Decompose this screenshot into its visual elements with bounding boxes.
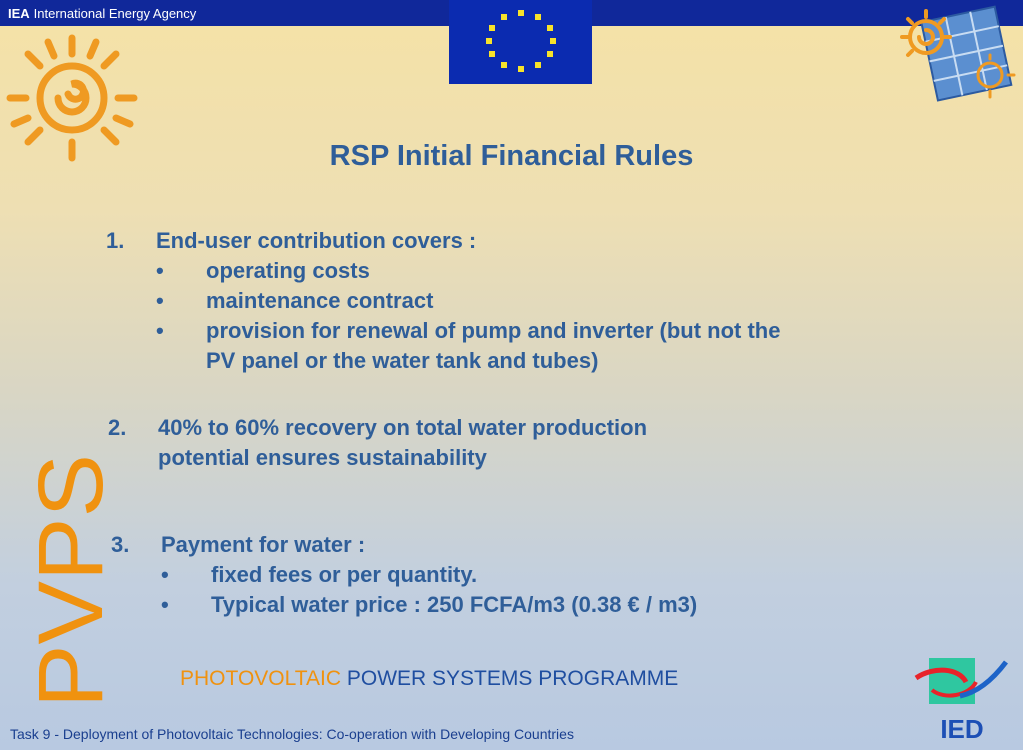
item-1-text: End-user contribution covers : — [156, 228, 477, 253]
bullet-marker: • — [161, 592, 169, 617]
pvps-side-label — [26, 450, 106, 710]
item-2-line-2: potential ensures sustainability — [158, 445, 487, 470]
programme-rest: POWER SYSTEMS PROGRAMME — [341, 667, 679, 690]
item-2-line-1: 40% to 60% recovery on total water production — [158, 415, 648, 440]
item-1-bullet-1: operating costs — [206, 258, 370, 283]
item-1-bullet-2: maintenance contract — [206, 288, 434, 313]
item-3-bullet-2: Typical water price : 250 FCFA/m3 (0.38 € / m3) — [211, 592, 698, 617]
bullet-marker: • — [161, 562, 169, 587]
pvps-text: PVPS — [26, 462, 106, 708]
item-1-number: 1. — [106, 228, 125, 253]
bullet-marker: • — [156, 258, 164, 283]
ied-text: IED — [940, 714, 984, 742]
programme-highlight: PHOTOVOLTAIC — [180, 667, 342, 690]
ied-logo — [914, 656, 1009, 742]
item-3-number: 3. — [111, 532, 130, 557]
iea-abbr: IEA — [8, 6, 30, 21]
bullet-marker: • — [156, 288, 164, 313]
slide-title: RSP Initial Financial Rules — [329, 140, 694, 172]
bullet-marker: • — [156, 318, 164, 343]
iea-name: International Energy Agency — [33, 6, 197, 21]
item-1-bullet-3-line-1: provision for renewal of pump and inverter (but not the — [206, 318, 781, 343]
item-2-number: 2. — [108, 415, 127, 440]
item-3-bullet-1: fixed fees or per quantity. — [211, 562, 478, 587]
iea-label — [8, 6, 196, 21]
item-1-bullet-3-line-2: PV panel or the water tank and tubes) — [206, 348, 599, 373]
footer-text: Task 9 - Deployment of Photovoltaic Technologies: Co-operation with Developing Countries — [10, 726, 574, 742]
solar-panel-sun-icon — [890, 5, 1023, 115]
item-3-text: Payment for water : — [161, 532, 366, 557]
eu-flag-icon — [449, 0, 592, 84]
programme-label — [180, 667, 678, 691]
